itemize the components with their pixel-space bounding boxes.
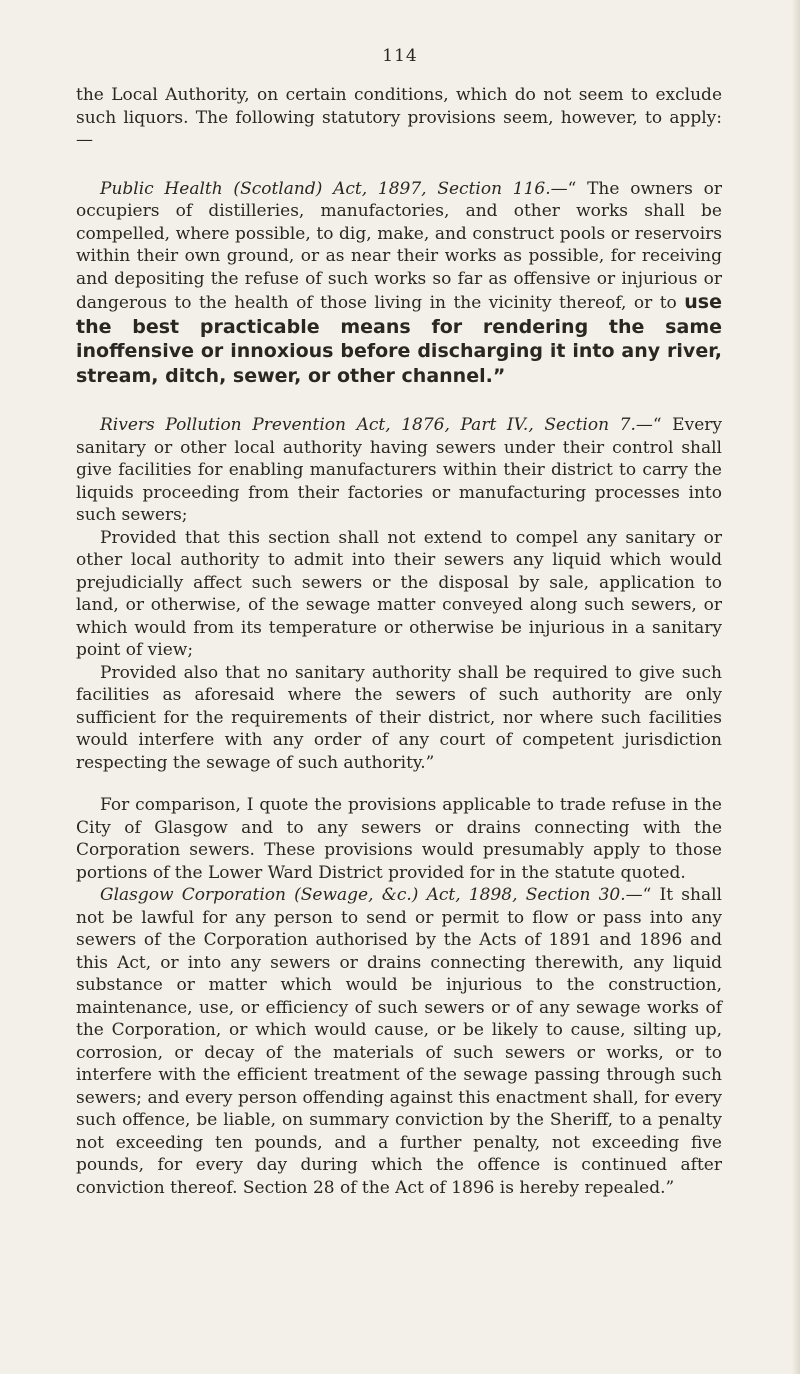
rivers-pollution-text: —“ Every sanitary or other local authority having sewers under their control shall give facilities for enabling manufacturers within their district to carry the liquids proceeding from their factories or manufacturing processes into such sewers; — [76, 415, 722, 525]
glasgow-citation: Glasgow Corporation (Sewage, &c.) Act, 1898, Section 30. — [100, 885, 626, 905]
rivers-pollution-proviso-2: Provided also that no sanitary authority shall be required to give such facilities as aforesaid where the sewers of such authority are only sufficient for the requirements of their district, nor where such facilities would interfere with any order of any court of competent jurisdiction respecting the sewage of such authority.” — [76, 662, 722, 773]
public-health-citation: Public Health (Scotland) Act, 1897, Section 116. — [100, 178, 551, 199]
page-number: 114 — [382, 46, 418, 66]
glasgow-text: —“ It shall not be lawful for any person to send or permit to flow or pass into any sewers of the Corporation authorised by the Acts of 1891 and 1896 and this Act, or into any sewers or drains connecting therewith, any liquid substance or matter which would be injurious to the construction, maintenance, use, or efficiency of such sewers or of any sewage works of the Corporation, or which would cause, or be likely to cause, silting up, corrosion, or decay of the materials of such sewers or works, or to interfere with the efficient treatment of the sewage passing through such sewers; and every person offending against this enactment shall, for every such offence, be liable, on summary conviction by the Sheriff, to a penalty not exceeding ten pounds, and a further penalty, not exceeding five pounds, for every day during which the offence is continued after conviction thereof. Section 28 of the Act of 1896 is hereby repealed.” — [76, 885, 722, 1198]
glasgow-section-paragraph — [76, 884, 722, 1199]
public-health-paragraph — [76, 178, 722, 389]
rivers-pollution-proviso-1: Provided that this section shall not extend to compel any sanitary or other local authority to admit into their sewers any liquid which would prejudicially affect such sewers or the disposal by sale, application to land, or otherwise, of the sewage matter conveyed along such sewers, or which would from its temperature or otherwise be injurious in a sanitary point of view; — [76, 527, 722, 660]
public-health-text: —“ The owners or occupiers of distilleries, manufactories, and other works shall be compelled, where possible, to dig, make, and construct pools or reservoirs within their own ground, or as near their works as possible, for receiving and depositing the refuse of such works so far as offensive or injurious or dangerous to the health of those living in the vicinity thereof, or to — [76, 178, 722, 313]
rivers-pollution-paragraph — [76, 414, 722, 527]
public-health-emphasis: use the best practicable means for rendering the same inoffensive or innoxious before discharging it into any river, stream, ditch, sewer, or other channel.” — [76, 291, 722, 387]
page-edge-shadow — [792, 0, 800, 1374]
intro-paragraph: the Local Authority, on certain conditions, which do not seem to exclude such liquors. The following statutory provisions seem, however, to apply:— — [76, 85, 722, 150]
glasgow-intro-paragraph: For comparison, I quote the provisions applicable to trade refuse in the City of Glasgow and to any sewers or drains connecting with the Corporation sewers. These provisions would presumably apply to those portions of the Lower Ward District provided for in the statute quoted. — [76, 795, 722, 883]
rivers-pollution-citation: Rivers Pollution Prevention Act, 1876, Part IV., Section 7. — [100, 415, 636, 435]
page-body — [76, 84, 722, 1199]
